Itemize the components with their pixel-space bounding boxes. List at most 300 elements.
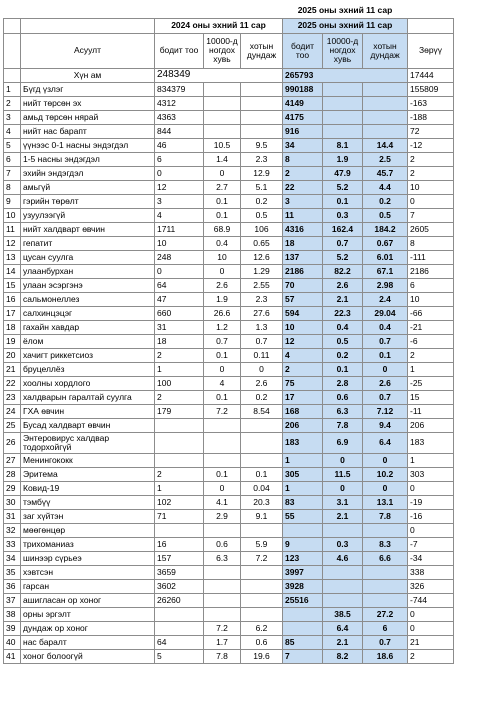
row-number: 12 xyxy=(4,236,21,250)
table-row xyxy=(4,523,454,537)
count-2025: 4 xyxy=(283,348,323,362)
count-2025: 17 xyxy=(283,390,323,404)
diff: 7 xyxy=(408,208,454,222)
rate-2024 xyxy=(204,565,241,579)
row-number: 7 xyxy=(4,166,21,180)
diff: 206 xyxy=(408,418,454,432)
table-row xyxy=(4,376,454,390)
row-number: 4 xyxy=(4,124,21,138)
table-row xyxy=(4,320,454,334)
row-number: 36 xyxy=(4,579,21,593)
avg-2024: 0.11 xyxy=(241,348,283,362)
row-number: 40 xyxy=(4,635,21,649)
count-2024 xyxy=(155,453,204,467)
avg-2024 xyxy=(241,418,283,432)
rate-2025: 0.4 xyxy=(323,320,363,334)
table-row xyxy=(4,82,454,96)
row-label: нийт нас барапт xyxy=(21,124,155,138)
avg-2025: 9.4 xyxy=(363,418,408,432)
diff: 2 xyxy=(408,152,454,166)
count-2024: 1 xyxy=(155,362,204,376)
avg-2024 xyxy=(241,607,283,621)
row-number: 26 xyxy=(4,432,21,453)
avg-2024: 0.2 xyxy=(241,194,283,208)
count-2025: 168 xyxy=(283,404,323,418)
row-number: 33 xyxy=(4,537,21,551)
diff: 326 xyxy=(408,579,454,593)
avg-2025 xyxy=(363,124,408,138)
avg-2025: 8.3 xyxy=(363,537,408,551)
avg-2024: 1.3 xyxy=(241,320,283,334)
row-number: 2 xyxy=(4,96,21,110)
diff: -19 xyxy=(408,495,454,509)
count-2025: 4175 xyxy=(283,110,323,124)
count-2024: 157 xyxy=(155,551,204,565)
count-2025 xyxy=(283,607,323,621)
avg-2024: 0.04 xyxy=(241,481,283,495)
row-label: ГХА өвчин xyxy=(21,404,155,418)
row-number: 28 xyxy=(4,467,21,481)
table-row xyxy=(4,250,454,264)
avg-2024: 19.6 xyxy=(241,649,283,663)
diff: 10 xyxy=(408,180,454,194)
count-2025: 990188 xyxy=(283,82,323,96)
count-2025: 206 xyxy=(283,418,323,432)
row-label: цусан суулга xyxy=(21,250,155,264)
diff: 2605 xyxy=(408,222,454,236)
rate-2025: 47.9 xyxy=(323,166,363,180)
avg-2025: 6.6 xyxy=(363,551,408,565)
count-2024: 64 xyxy=(155,635,204,649)
count-2025: 305 xyxy=(283,467,323,481)
rate-2025 xyxy=(323,593,363,607)
rate-2024: 2.9 xyxy=(204,509,241,523)
avg-2025 xyxy=(363,82,408,96)
avg-2024: 1.29 xyxy=(241,264,283,278)
rate-2024: 1.7 xyxy=(204,635,241,649)
rate-2024: 4.1 xyxy=(204,495,241,509)
avg-2024 xyxy=(241,453,283,467)
row-label: Менингококк xyxy=(21,453,155,467)
avg-2024: 12.6 xyxy=(241,250,283,264)
rate-2024 xyxy=(204,418,241,432)
avg-2024: 0.7 xyxy=(241,334,283,348)
avg-2025: 0.4 xyxy=(363,320,408,334)
avg-2025 xyxy=(363,96,408,110)
avg-2024: 0.2 xyxy=(241,390,283,404)
count-2024 xyxy=(155,607,204,621)
rate-2024 xyxy=(204,82,241,96)
rate-2024: 0 xyxy=(204,481,241,495)
count-2025: 10 xyxy=(283,320,323,334)
diff: -12 xyxy=(408,138,454,152)
table-row xyxy=(4,453,454,467)
avg-2025: 67.1 xyxy=(363,264,408,278)
row-number: 19 xyxy=(4,334,21,348)
count-2025: 4149 xyxy=(283,96,323,110)
count-2025: 2 xyxy=(283,166,323,180)
diff: 6 xyxy=(408,278,454,292)
rate-2024: 2.6 xyxy=(204,278,241,292)
count-2024: 26260 xyxy=(155,593,204,607)
avg-2024: 2.3 xyxy=(241,152,283,166)
avg-2025: 13.1 xyxy=(363,495,408,509)
row-number: 39 xyxy=(4,621,21,635)
row-number: 35 xyxy=(4,565,21,579)
avg-2024 xyxy=(241,593,283,607)
row-label: нийт халдварт өвчин xyxy=(21,222,155,236)
row-number: 23 xyxy=(4,390,21,404)
avg-2025: 27.2 xyxy=(363,607,408,621)
avg-2024: 2.3 xyxy=(241,292,283,306)
count-2024: 834379 xyxy=(155,82,204,96)
count-2024: 2 xyxy=(155,467,204,481)
rate-2024: 7.8 xyxy=(204,649,241,663)
diff: -21 xyxy=(408,320,454,334)
row-label: мөөгөнцөр xyxy=(21,523,155,537)
rate-2025: 0.1 xyxy=(323,362,363,376)
rate-2024: 1.9 xyxy=(204,292,241,306)
table-row xyxy=(4,194,454,208)
table-row xyxy=(4,278,454,292)
rate-2024 xyxy=(204,432,241,453)
diff: 0 xyxy=(408,481,454,495)
row-number: 22 xyxy=(4,376,21,390)
rate-2024: 1.2 xyxy=(204,320,241,334)
table-row xyxy=(4,432,454,453)
diff: 0 xyxy=(408,523,454,537)
count-2025: 12 xyxy=(283,334,323,348)
diff: 15 xyxy=(408,390,454,404)
avg-2024: 106 xyxy=(241,222,283,236)
table-row xyxy=(4,579,454,593)
count-2024: 16 xyxy=(155,537,204,551)
population-row xyxy=(4,68,454,82)
rate-2025: 6.4 xyxy=(323,621,363,635)
table-row xyxy=(4,236,454,250)
row-label: трихоманиаз xyxy=(21,537,155,551)
table-row xyxy=(4,124,454,138)
avg-2024 xyxy=(241,96,283,110)
rate-2025: 0.3 xyxy=(323,208,363,222)
avg-2025: 184.2 xyxy=(363,222,408,236)
row-label: шинээр сүрьеэ xyxy=(21,551,155,565)
avg-2024 xyxy=(241,579,283,593)
row-number: 1 xyxy=(4,82,21,96)
column-header-count-2024: бодит тоо xyxy=(155,33,204,68)
rate-2025 xyxy=(323,110,363,124)
row-label: улаан эсэргэнэ xyxy=(21,278,155,292)
avg-2024: 20.3 xyxy=(241,495,283,509)
table-row xyxy=(4,222,454,236)
rate-2025: 5.2 xyxy=(323,250,363,264)
avg-2025 xyxy=(363,593,408,607)
avg-2024: 9.1 xyxy=(241,509,283,523)
table-row xyxy=(4,110,454,124)
count-2025: 7 xyxy=(283,649,323,663)
avg-2025: 0 xyxy=(363,481,408,495)
avg-2025: 0.5 xyxy=(363,208,408,222)
row-label: ёлом xyxy=(21,334,155,348)
table-row xyxy=(4,152,454,166)
row-number: 21 xyxy=(4,362,21,376)
avg-2025: 7.8 xyxy=(363,509,408,523)
avg-2025: 0 xyxy=(363,453,408,467)
count-2024 xyxy=(155,418,204,432)
rate-2025: 0.5 xyxy=(323,334,363,348)
rate-2025: 5.2 xyxy=(323,180,363,194)
row-label: хачигт риккетсиоз xyxy=(21,348,155,362)
table-row xyxy=(4,138,454,152)
diff: 2186 xyxy=(408,264,454,278)
rate-2025 xyxy=(323,82,363,96)
avg-2025: 0.67 xyxy=(363,236,408,250)
rate-2025: 6.3 xyxy=(323,404,363,418)
count-2025: 18 xyxy=(283,236,323,250)
count-2024: 102 xyxy=(155,495,204,509)
row-number: 31 xyxy=(4,509,21,523)
row-number: 41 xyxy=(4,649,21,663)
row-label: гепатит xyxy=(21,236,155,250)
avg-2024: 0.1 xyxy=(241,467,283,481)
count-2025: 3928 xyxy=(283,579,323,593)
diff: -163 xyxy=(408,96,454,110)
row-number: 8 xyxy=(4,180,21,194)
row-label: ашигласан ор хоног xyxy=(21,593,155,607)
rate-2025: 0 xyxy=(323,453,363,467)
count-2024: 248 xyxy=(155,250,204,264)
diff: 10 xyxy=(408,292,454,306)
row-number: 3 xyxy=(4,110,21,124)
rate-2025: 11.5 xyxy=(323,467,363,481)
count-2025: 2186 xyxy=(283,264,323,278)
table-row xyxy=(4,292,454,306)
avg-2025: 10.2 xyxy=(363,467,408,481)
count-2024: 0 xyxy=(155,166,204,180)
row-label: 1-5 насны эндэгдэл xyxy=(21,152,155,166)
count-2024: 5 xyxy=(155,649,204,663)
rate-2024: 26.6 xyxy=(204,306,241,320)
diff: -188 xyxy=(408,110,454,124)
count-2025: 70 xyxy=(283,278,323,292)
rate-2024: 0 xyxy=(204,166,241,180)
avg-2025: 0.7 xyxy=(363,635,408,649)
rate-2025 xyxy=(323,96,363,110)
count-2024: 3602 xyxy=(155,579,204,593)
rate-2025: 1.9 xyxy=(323,152,363,166)
avg-2024: 5.9 xyxy=(241,537,283,551)
diff: -16 xyxy=(408,509,454,523)
row-label: хэвтсэн xyxy=(21,565,155,579)
rate-2025: 0.2 xyxy=(323,348,363,362)
count-2024: 3 xyxy=(155,194,204,208)
rate-2024 xyxy=(204,124,241,138)
table-row xyxy=(4,334,454,348)
count-2025: 183 xyxy=(283,432,323,453)
count-2024: 2 xyxy=(155,390,204,404)
avg-2025: 0.7 xyxy=(363,334,408,348)
table-row xyxy=(4,348,454,362)
avg-2025: 6 xyxy=(363,621,408,635)
count-2024: 2 xyxy=(155,348,204,362)
row-label: гарсан xyxy=(21,579,155,593)
avg-2024: 0.65 xyxy=(241,236,283,250)
column-header-question: Асуулт xyxy=(21,33,155,68)
count-2025: 2 xyxy=(283,362,323,376)
row-label: халдварын гаралтай суулга xyxy=(21,390,155,404)
avg-2025 xyxy=(363,579,408,593)
rate-2025: 0 xyxy=(323,481,363,495)
diff: 155809 xyxy=(408,82,454,96)
table-row xyxy=(4,467,454,481)
avg-2025: 2.6 xyxy=(363,376,408,390)
count-2025: 22 xyxy=(283,180,323,194)
count-2025: 85 xyxy=(283,635,323,649)
row-number: 37 xyxy=(4,593,21,607)
row-number: 20 xyxy=(4,348,21,362)
avg-2025: 2.5 xyxy=(363,152,408,166)
rate-2025: 2.1 xyxy=(323,635,363,649)
count-2024: 12 xyxy=(155,180,204,194)
count-2024 xyxy=(155,523,204,537)
row-number: 16 xyxy=(4,292,21,306)
column-header-avg-2025: хотын дундаж xyxy=(363,33,408,68)
rate-2025: 4.6 xyxy=(323,551,363,565)
count-2025: 57 xyxy=(283,292,323,306)
row-label: дундаж ор хоног xyxy=(21,621,155,635)
table-row xyxy=(4,362,454,376)
rate-2024: 0.1 xyxy=(204,194,241,208)
count-2025: 11 xyxy=(283,208,323,222)
diff: 21 xyxy=(408,635,454,649)
rate-2024: 0.1 xyxy=(204,348,241,362)
diff: 338 xyxy=(408,565,454,579)
row-label: амьгүй xyxy=(21,180,155,194)
row-number: 14 xyxy=(4,264,21,278)
group-header-2024: 2024 оны эхний 11 сар xyxy=(155,18,283,33)
count-2025: 55 xyxy=(283,509,323,523)
diff: 183 xyxy=(408,432,454,453)
rate-2025: 8.2 xyxy=(323,649,363,663)
rate-2025: 8.1 xyxy=(323,138,363,152)
table-row xyxy=(4,649,454,663)
population-label: Хүн ам xyxy=(21,68,155,82)
rate-2024: 68.9 xyxy=(204,222,241,236)
row-number: 17 xyxy=(4,306,21,320)
count-2024: 844 xyxy=(155,124,204,138)
rate-2025 xyxy=(323,124,363,138)
table-row xyxy=(4,96,454,110)
table-row xyxy=(4,565,454,579)
avg-2024: 2.6 xyxy=(241,376,283,390)
avg-2024: 0.5 xyxy=(241,208,283,222)
rate-2025: 2.6 xyxy=(323,278,363,292)
rate-2025: 162.4 xyxy=(323,222,363,236)
row-number: 6 xyxy=(4,152,21,166)
row-label: нийт төрсөн эх xyxy=(21,96,155,110)
avg-2024: 0.6 xyxy=(241,635,283,649)
row-number: 27 xyxy=(4,453,21,467)
row-label: орны эргэлт xyxy=(21,607,155,621)
avg-2024: 2.55 xyxy=(241,278,283,292)
rate-2024: 10.5 xyxy=(204,138,241,152)
avg-2024: 8.54 xyxy=(241,404,283,418)
avg-2025: 45.7 xyxy=(363,166,408,180)
diff: -25 xyxy=(408,376,454,390)
rate-2025: 38.5 xyxy=(323,607,363,621)
row-number: 5 xyxy=(4,138,21,152)
diff: 2 xyxy=(408,166,454,180)
avg-2024: 5.1 xyxy=(241,180,283,194)
avg-2024 xyxy=(241,110,283,124)
column-header-diff: Зөрүү xyxy=(408,33,454,68)
diff: 2 xyxy=(408,348,454,362)
rate-2024: 0.7 xyxy=(204,334,241,348)
row-number: 15 xyxy=(4,278,21,292)
count-2024: 4312 xyxy=(155,96,204,110)
avg-2024: 12.9 xyxy=(241,166,283,180)
table-row xyxy=(4,481,454,495)
count-2025: 594 xyxy=(283,306,323,320)
diff: 0 xyxy=(408,607,454,621)
table-row xyxy=(4,390,454,404)
column-header-rate-2025: 10000-д ногдох хувь xyxy=(323,33,363,68)
table-row xyxy=(4,306,454,320)
rate-2025 xyxy=(323,579,363,593)
count-2025: 1 xyxy=(283,453,323,467)
diff: 1 xyxy=(408,453,454,467)
rate-2024: 0.1 xyxy=(204,390,241,404)
diff: 0 xyxy=(408,194,454,208)
count-2024: 18 xyxy=(155,334,204,348)
column-header-count-2025: бодит тоо xyxy=(283,33,323,68)
count-2024: 10 xyxy=(155,236,204,250)
avg-2024 xyxy=(241,523,283,537)
row-label: Ковид-19 xyxy=(21,481,155,495)
avg-2025: 4.4 xyxy=(363,180,408,194)
avg-2025: 18.6 xyxy=(363,649,408,663)
table-row xyxy=(4,607,454,621)
avg-2024: 7.2 xyxy=(241,551,283,565)
rate-2024: 7.2 xyxy=(204,621,241,635)
avg-2025 xyxy=(363,565,408,579)
rate-2024 xyxy=(204,593,241,607)
count-2024: 46 xyxy=(155,138,204,152)
rate-2025: 0.7 xyxy=(323,236,363,250)
rate-2025: 22.3 xyxy=(323,306,363,320)
row-label: нас баралт xyxy=(21,635,155,649)
row-number: 13 xyxy=(4,250,21,264)
diff: -11 xyxy=(408,404,454,418)
row-label: эхийн эндэгдэл xyxy=(21,166,155,180)
rate-2024 xyxy=(204,453,241,467)
population-2024: 248349 xyxy=(155,68,283,82)
avg-2024 xyxy=(241,124,283,138)
rate-2024 xyxy=(204,607,241,621)
count-2025: 1 xyxy=(283,481,323,495)
count-2024: 100 xyxy=(155,376,204,390)
count-2024: 64 xyxy=(155,278,204,292)
count-2024: 6 xyxy=(155,152,204,166)
diff: -6 xyxy=(408,334,454,348)
avg-2025: 14.4 xyxy=(363,138,408,152)
rate-2025: 3.1 xyxy=(323,495,363,509)
count-2024 xyxy=(155,432,204,453)
diff: 72 xyxy=(408,124,454,138)
row-number: 10 xyxy=(4,208,21,222)
table-row xyxy=(4,180,454,194)
table-row xyxy=(4,404,454,418)
